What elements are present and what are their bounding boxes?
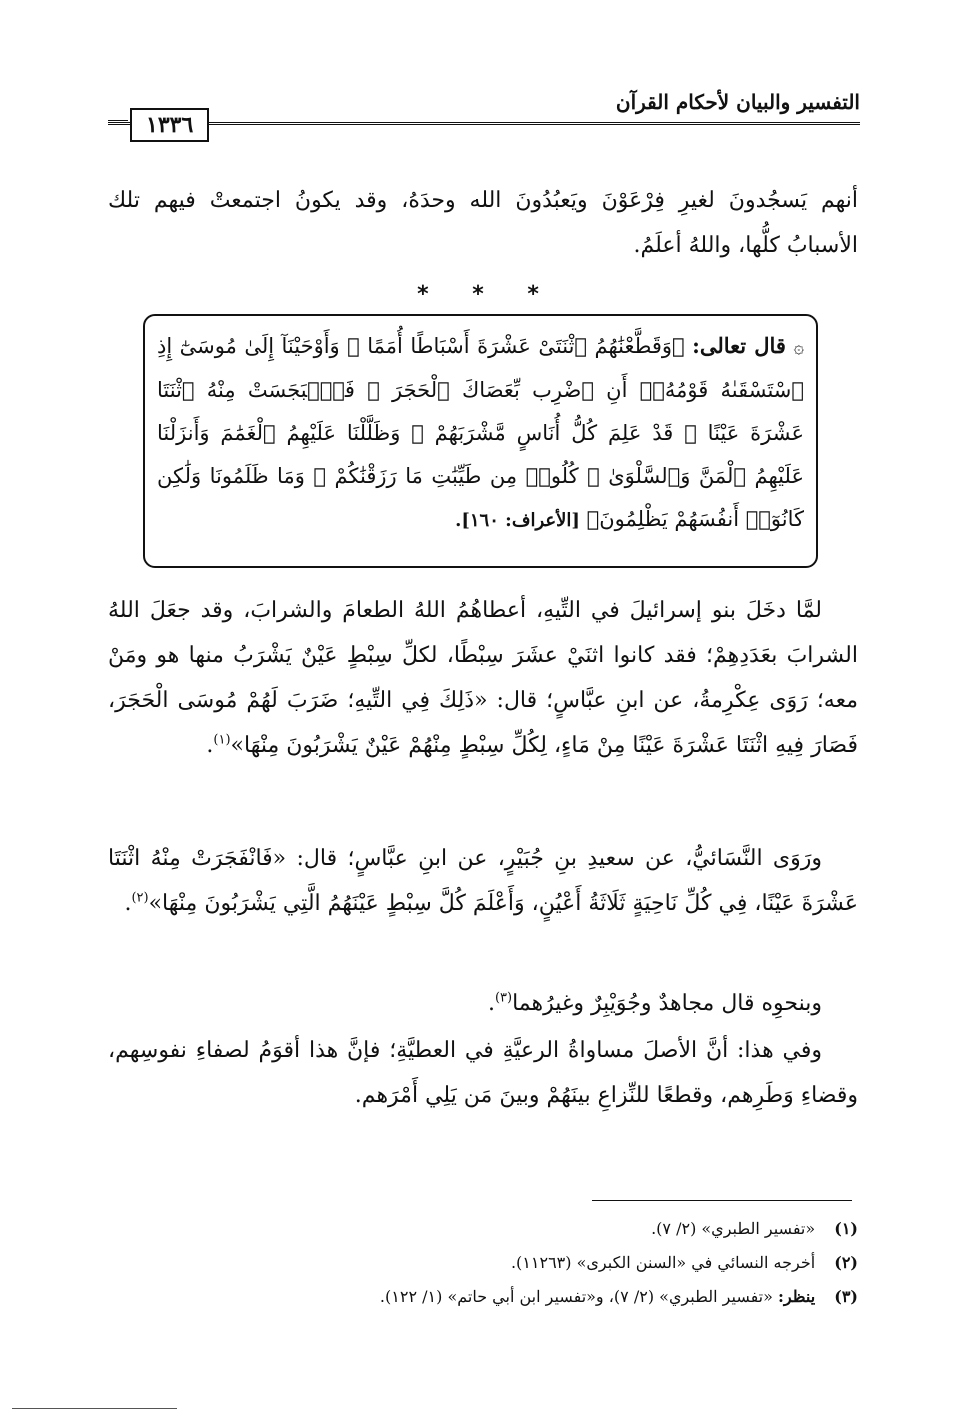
paragraph-2-text: ورَوَى النَّسَائيُّ، عن سعيدِ بنِ جُبَيْرٍ، عن ابنِ عبَّاسٍ؛ قال: «فَانْفَجَرَتْ مِنْهُ اثْنَتَا عَشْرَةَ عَيْنًا، فِي كُلِّ نَاحِيَةٍ ثَلَاثَةُ أَعْيُنٍ، وَأَعْلَمَ كُلَّ سِبْطٍ عَيْنَهُمُ الَّتِي يَشْرَبُونَ مِنْهَا» [108, 846, 858, 916]
section-separator: * * * [417, 282, 557, 307]
footnote-ref-1: (١) [213, 732, 231, 748]
scan-edge-line [12, 1408, 177, 1409]
footnote-number: (٣) [834, 1287, 858, 1306]
paragraph-4-text: وفي هذا: أنَّ الأصلَ مساواةُ الرعيَّةِ في العطيَّةِ؛ فإنَّ هذا أقوَمُ لصفاءِ نفوسِهم، وقضاءِ وَطَرِهم، وقطعًا للنِّزاعِ بينَهُمْ وبينَ مَن يَلِي أَمْرَهم [108, 1038, 858, 1108]
footnote-number: (١) [834, 1219, 858, 1238]
verse-reference: [الأعراف: ١٦٠]. [455, 510, 580, 531]
footnote-ref-2: (٢) [131, 890, 149, 906]
paragraph-1-text: لمَّا دخَلَ بنو إسرائيلَ في التِّيهِ، أعطاهُمُ اللهُ الطعامَ والشرابَ، وقد جعَلَ اللهُ الشرابَ بعَدَدِهِمْ؛ فقد كانوا اثنَيْ عشَرَ سِبْطًا، لكلِّ سِبْطٍ عَيْنٌ يَشْرَبُ منها هو ومَنْ معه؛ رَوَى عِكْرِمةُ، عن ابنِ عبَّاسٍ؛ قال: «ذَلِكَ فِي التِّيهِ؛ ضَرَبَ لَهُمْ مُوسَى الْحَجَرَ، فَصَارَ فِيهِ اثْنَتَا عَشْرَةَ عَيْنًا مِنْ مَاءٍ، لِكُلِّ سِبْطٍ مِنْهُمْ عَيْنٌ يَشْرَبُونَ مِنْهَا» [108, 598, 858, 758]
page-header [108, 88, 860, 150]
footnote-divider [592, 1200, 852, 1201]
footnote-number: (٢) [834, 1253, 858, 1272]
footnote-item [108, 1212, 858, 1246]
paragraph-1-end: . [206, 733, 214, 758]
verse-text: ﴿وَقَطَّعْنَٰهُمُ ٱثْنَتَىْ عَشْرَةَ أَسْبَاطًا أُمَمًا ۚ وَأَوْحَيْنَآ إِلَىٰ مُوسَىٰٓ إِذِ ٱسْتَسْقَىٰهُ قَوْمُهُۥٓ أَنِ ٱضْرِب بِّعَصَاكَ ٱلْحَجَرَ ۖ فَٱنۢبَجَسَتْ مِنْهُ ٱثْنَتَا عَشْرَةَ عَيْنًا ۖ قَدْ عَلِمَ كُلُّ أُنَاسٍ مَّشْرَبَهُمْ ۚ وَظَلَّلْنَا عَلَيْهِمُ ٱلْغَمَٰمَ وَأَنزَلْنَا عَلَيْهِمُ ٱلْمَنَّ وَٱلسَّلْوَىٰ ۖ كُلُوا۟ مِن طَيِّبَٰتِ مَا رَزَقْنَٰكُمْ ۚ وَمَا ظَلَمُونَا وَلَٰكِن كَانُوٓا۟ أَنفُسَهُمْ يَظْلِمُونَ﴾ [157, 334, 804, 531]
paragraph-3-end: . [487, 991, 495, 1016]
paragraph-3 [108, 981, 858, 1026]
footnote-item [108, 1246, 858, 1280]
header-rule [108, 122, 860, 125]
paragraph-4-end: . [354, 1083, 362, 1108]
header-rule-stub [108, 120, 128, 123]
intro-paragraph: أنهم يَسجُدونَ لغيرِ فِرْعَوْنَ ويَعبُدُونَ الله وحدَهُ، وقد يكونُ اجتمعتْ فيهم تلك الأسبابُ كلُّها، واللهُ أعلَمُ. [108, 188, 858, 258]
quran-verse-box [143, 314, 818, 568]
paragraph-2-end: . [124, 891, 132, 916]
footnote-text: «تفسير الطبري» (٢/ ٧). [651, 1219, 816, 1238]
verse-marker-icon: ۞ [793, 337, 804, 358]
verse-intro: قال تعالى: [692, 333, 786, 358]
footnote-ref-3: (٣) [494, 990, 513, 1006]
book-title: التفسير والبيان لأحكام القرآن [615, 90, 860, 114]
paragraph-3-text: وبنحوِه قال مجاهدٌ وجُوَيْبِرٌ وغيرُهما [512, 991, 822, 1016]
footnote-text: أخرجه النسائي في «السنن الكبرى» (١١٢٦٣). [510, 1253, 816, 1272]
paragraph-1 [108, 588, 858, 768]
footnotes-list [108, 1212, 858, 1314]
page-number: ١٣٣٦ [130, 108, 209, 142]
paragraph-2 [108, 836, 858, 926]
footnote-item [108, 1280, 858, 1314]
footnote-lead: ينظر: [778, 1287, 816, 1306]
footnote-text: «تفسير الطبري» (٢/ ٧)، و«تفسير ابن أبي حاتم» (١/ ١٢٢). [379, 1287, 773, 1306]
paragraph-4 [108, 1028, 858, 1118]
